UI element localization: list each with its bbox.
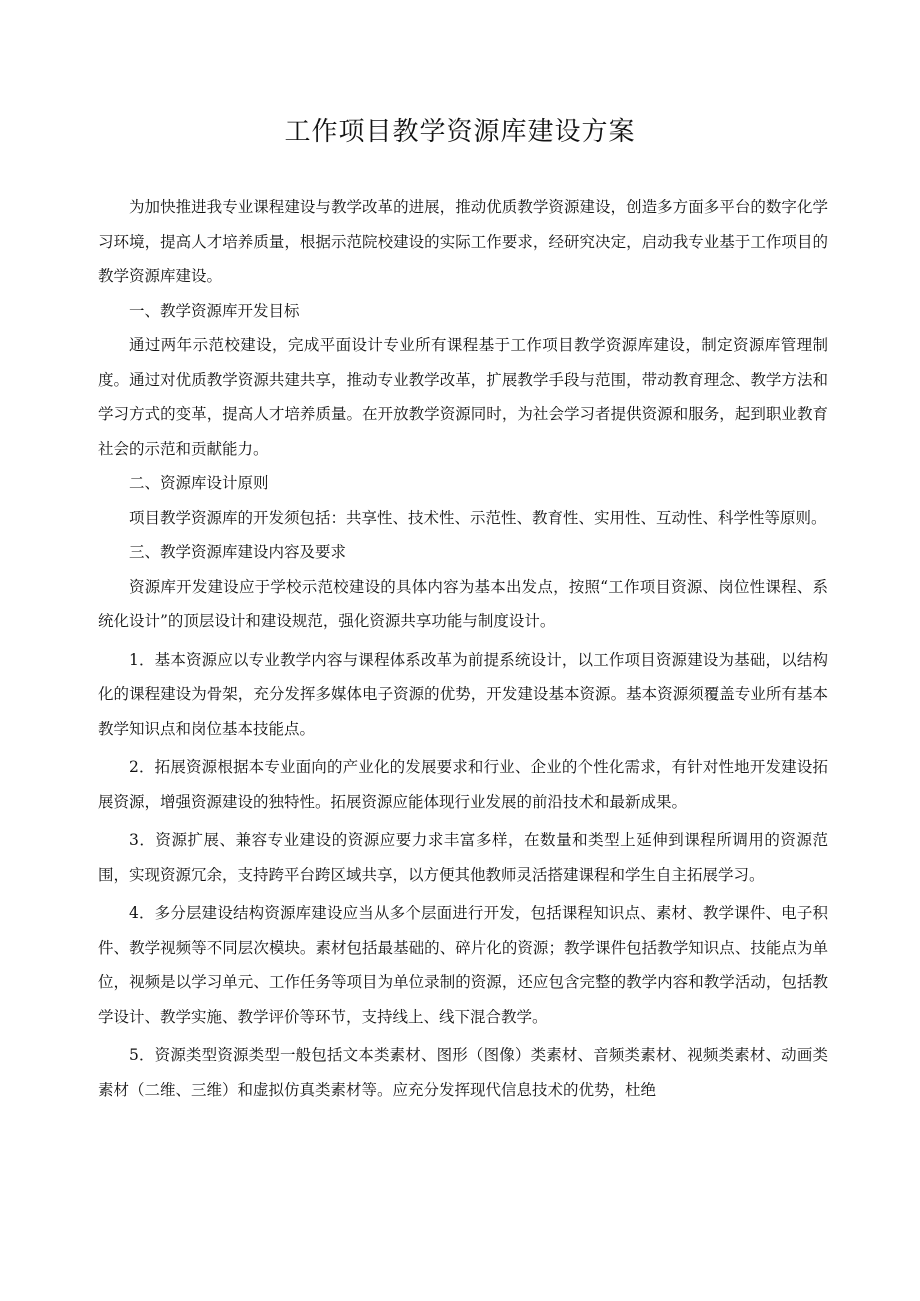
section-heading-1: 一、教学资源库开发目标 [129, 301, 300, 320]
section-2-paragraph: 项目教学资源库的开发须包括：共享性、技术性、示范性、教育性、实用性、互动性、科学性等原则。 [129, 508, 827, 527]
document-body [98, 190, 828, 1107]
numbered-item-3: 3．资源扩展、兼容专业建设的资源应要力求丰富多样，在数量和类型上延伸到课程所调用的资源范围，实现资源冗余，支持跨平台跨区域共享，以方便其他教师灵活搭建课程和学生自主拓展学习。 [98, 831, 828, 884]
intro-paragraph: 为加快推进我专业课程建设与教学改革的进展，推动优质教学资源建设，创造多方面多平台的数字化学习环境，提高人才培养质量，根据示范院校建设的实际工作要求，经研究决定，启动我专业基于工作项目的教学资源库建设。 [98, 198, 828, 285]
numbered-item-2: 2．拓展资源根据本专业面向的产业化的发展要求和行业、企业的个性化需求，有针对性地开发建设拓展资源，增强资源建设的独特性。拓展资源应能体现行业发展的前沿技术和最新成果。 [98, 758, 828, 811]
section-heading-2: 二、资源库设计原则 [129, 474, 269, 492]
numbered-item-1: 1．基本资源应以专业教学内容与课程体系改革为前提系统设计，以工作项目资源建设为基础，以结构化的课程建设为骨架，充分发挥多媒体电子资源的优势，开发建设基本资源。基本资源须覆盖专业所有基本教学知识点和岗位基本技能点。 [98, 650, 828, 738]
section-3-paragraph: 资源库开发建设应于学校示范校建设的具体内容为基本出发点，按照“工作项目资源、岗位性课程、系统化设计”的顶层设计和建设规范，强化资源共享功能与制度设计。 [98, 577, 828, 630]
section-heading-3: 三、教学资源库建设内容及要求 [129, 543, 347, 561]
numbered-item-4: 4．多分层建设结构资源库建设应当从多个层面进行开发，包括课程知识点、素材、教学课件、电子积件、教学视频等不同层次模块。素材包括最基础的、碎片化的资源；教学课件包括教学知识点、技能点为单位，视频是以学习单元、工作任务等项目为单位录制的资源，还应包含完整的教学内容和教学活动，包括教学设计、教学实施、教学评价等环节，支持线上、线下混合教学。 [98, 904, 828, 1026]
section-1-paragraph: 通过两年示范校建设，完成平面设计专业所有课程基于工作项目教学资源库建设，制定资源库管理制度。通过对优质教学资源共建共享，推动专业教学改革，扩展教学手段与范围，带动教育理念、教学方法和学习方式的变革，提高人才培养质量。在开放教学资源同时，为社会学习者提供资源和服务，起到职业教育社会的示范和贡献能力。 [98, 336, 828, 458]
numbered-item-5: 5．资源类型资源类型一般包括文本类素材、图形（图像）类素材、音频类素材、视频类素材、动画类素材（二维、三维）和虚拟仿真类素材等。应充分发挥现代信息技术的优势，杜绝 [98, 1046, 828, 1099]
document-title: 工作项目教学资源库建设方案 [284, 117, 636, 147]
